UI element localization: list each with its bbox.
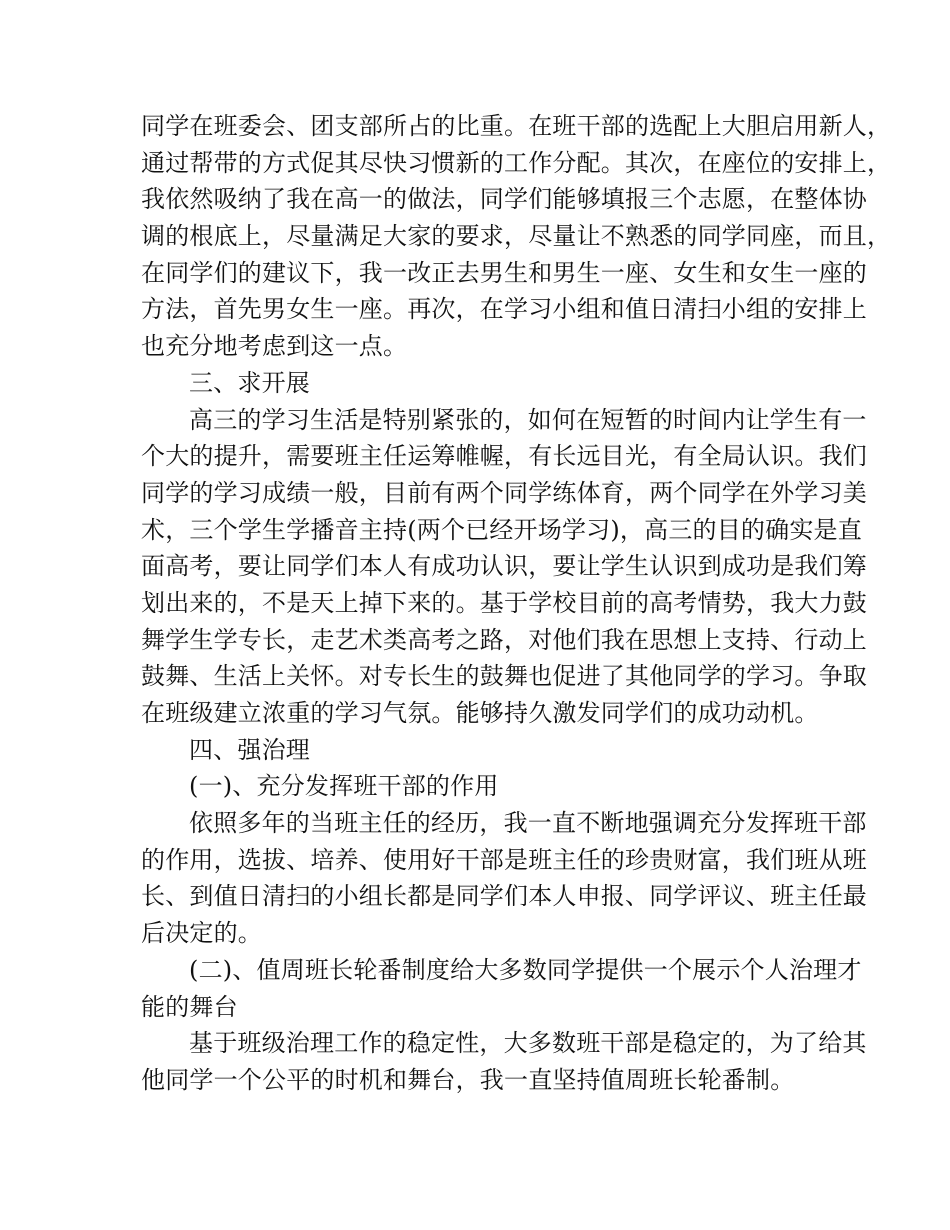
paragraph-line: 他同学一个公平的时机和舞台，我一直坚持值周班长轮番制。 — [141, 1065, 795, 1094]
paragraph-line: 方法，首先男女生一座。再次，在学习小组和值日清扫小组的安排上 — [141, 295, 867, 324]
paragraph-line: 的作用，选拔、培养、使用好干部是班主任的珍贵财富，我们班从班 — [141, 845, 867, 874]
paragraph-line: 舞学生学专长，走艺术类高考之路，对他们我在思想上支持、行动上 — [141, 625, 867, 654]
paragraph-line: 在同学们的建议下，我一改正去男生和男生一座、女生和女生一座的 — [141, 258, 867, 287]
paragraph-line: 划出来的，不是天上掉下来的。基于学校目前的高考情势，我大力鼓 — [141, 588, 867, 617]
paragraph-line: 同学的学习成绩一般，目前有两个同学练体育，两个同学在外学习美 — [141, 478, 867, 507]
paragraph-line: 依照多年的当班主任的经历，我一直不断地强调充分发挥班干部 — [189, 809, 867, 838]
paragraph-line: 术，三个学生学播音主持(两个已经开场学习)，高三的目的确实是直 — [141, 515, 862, 544]
subsection-heading-1: (一)、充分发挥班干部的作用 — [189, 772, 499, 801]
paragraph-line: 个大的提升，需要班主任运筹帷幄，有长远目光，有全局认识。我们 — [141, 442, 867, 471]
section-heading-4: 四、强治理 — [189, 735, 310, 764]
paragraph-line: 长、到值日清扫的小组长都是同学们本人申报、同学评议、班主任最 — [141, 882, 867, 911]
document-body — [141, 108, 892, 1099]
paragraph-line: 我依然吸纳了我在高一的做法，同学们能够填报三个志愿，在整体协 — [141, 185, 867, 214]
subsection-heading-2: (二)、值周班长轮番制度给大多数同学提供一个展示个人治理才 — [189, 955, 862, 984]
paragraph-line: 在班级建立浓重的学习气氛。能够持久激发同学们的成功动机。 — [141, 699, 819, 727]
paragraph-line: 调的根底上，尽量满足大家的要求，尽量让不熟悉的同学同座，而且， — [141, 222, 892, 251]
section-heading-3: 三、求开展 — [189, 368, 310, 397]
paragraph-line: 同学在班委会、团支部所占的比重。在班干部的选配上大胆启用新人， — [141, 112, 892, 140]
paragraph-line: 通过帮带的方式促其尽快习惯新的工作分配。其次，在座位的安排上， — [141, 148, 892, 177]
subsection-heading-2-continued: 能的舞台 — [141, 992, 238, 1021]
paragraph-line: 高三的学习生活是特别紧张的，如何在短暂的时间内让学生有一 — [189, 405, 867, 434]
paragraph-line: 基于班级治理工作的稳定性，大多数班干部是稳定的，为了给其 — [189, 1029, 867, 1058]
paragraph-line: 面高考，要让同学们本人有成功认识，要让学生认识到成功是我们筹 — [141, 552, 867, 581]
paragraph-line: 鼓舞、生活上关怀。对专长生的鼓舞也促进了其他同学的学习。争取 — [141, 662, 867, 691]
paragraph-line: 也充分地考虑到这一点。 — [141, 332, 408, 361]
paragraph-line: 后决定的。 — [141, 919, 262, 948]
